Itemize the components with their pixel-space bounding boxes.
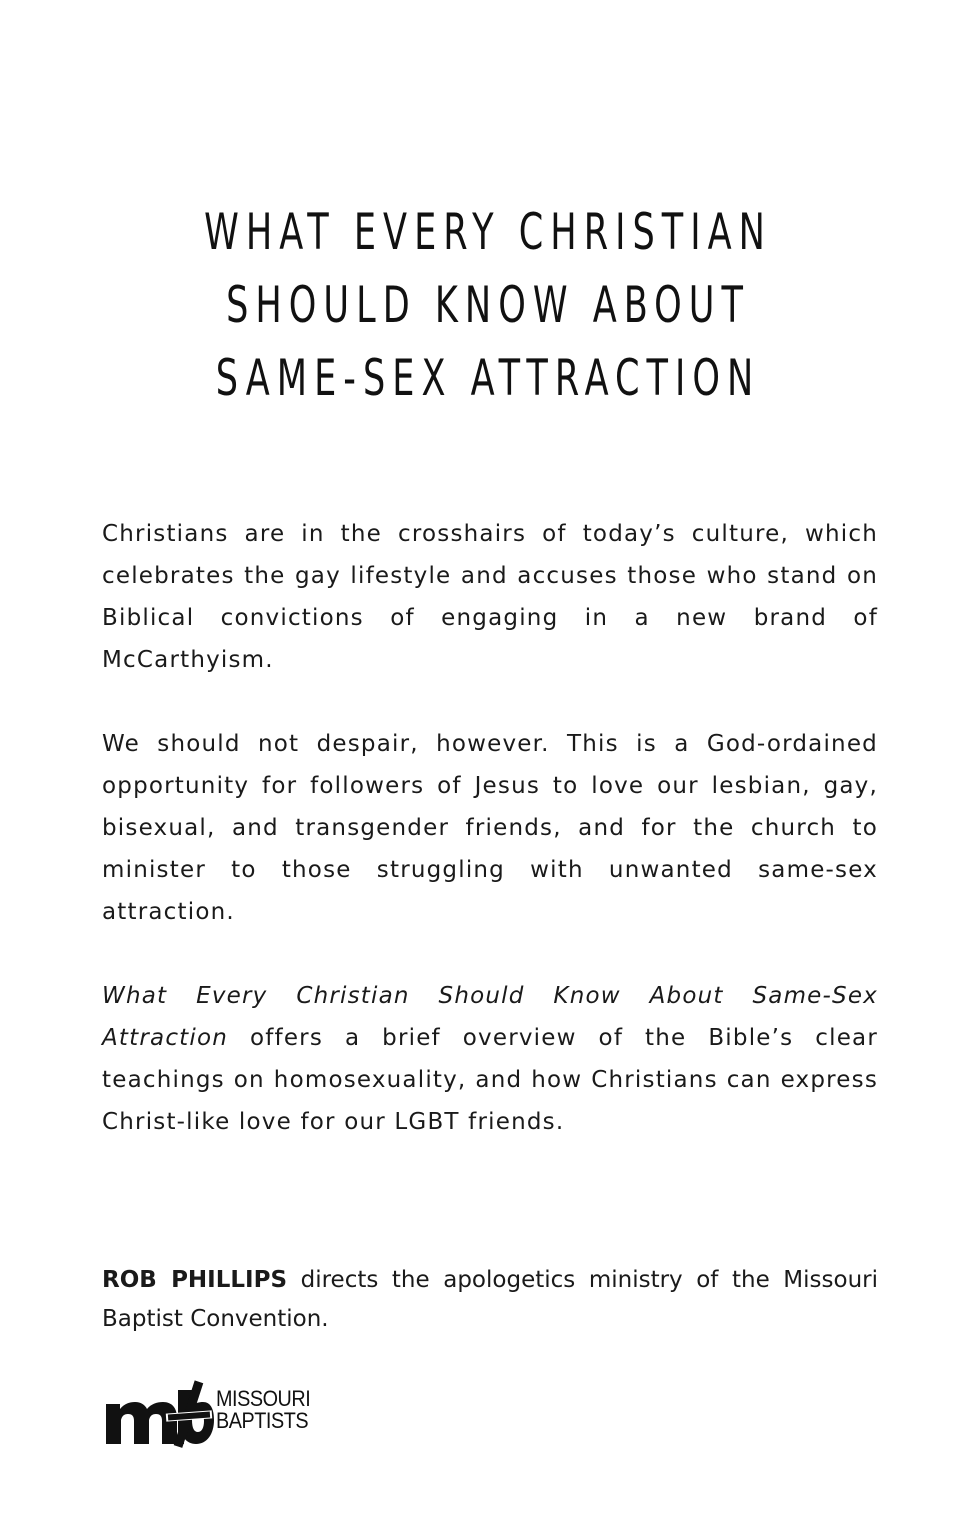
book-title — [0, 196, 976, 415]
description-paragraph-1: Christians are in the crosshairs of today’s culture, which celebrates the gay lifestyle and accuses those who stand on Biblical convictions of engaging in a new brand of McCarthyism. — [102, 521, 878, 673]
missouri-baptists-logo — [104, 1378, 344, 1450]
title-line-3: SAME-SEX ATTRACTION — [215, 349, 761, 407]
description-paragraph-2: We should not despair, however. This is a God-ordained opportunity for followers of Jesus to love our lesbian, gay, bisexual, and transgender friends, and for the church to minister to those struggling with unwanted same-sex attraction. — [102, 731, 878, 925]
book-title-italic: What Every Christian Should Know About Same-Sex Attraction — [102, 983, 878, 1051]
logo-wordmark — [216, 1388, 310, 1432]
author-bio-text: directs the apologetics ministry of the Missouri Baptist Convention. — [102, 1267, 878, 1332]
mb-cross-logo-icon — [104, 1378, 216, 1450]
title-line-1: WHAT EVERY CHRISTIAN — [204, 203, 772, 261]
author-name: ROB PHILLIPS — [102, 1267, 288, 1293]
logo-line-2: BAPTISTS — [216, 1408, 309, 1433]
author-bio — [102, 1261, 878, 1339]
book-description — [102, 513, 878, 1185]
logo-line-1: MISSOURI — [216, 1386, 311, 1411]
description-paragraph-3 — [102, 975, 878, 1143]
description-paragraph-3-text: offers a brief overview of the Bible’s clear teachings on homosexuality, and how Christians can express Christ-like love for our LGBT friends. — [102, 1025, 878, 1135]
title-line-2: SHOULD KNOW ABOUT — [226, 276, 750, 334]
